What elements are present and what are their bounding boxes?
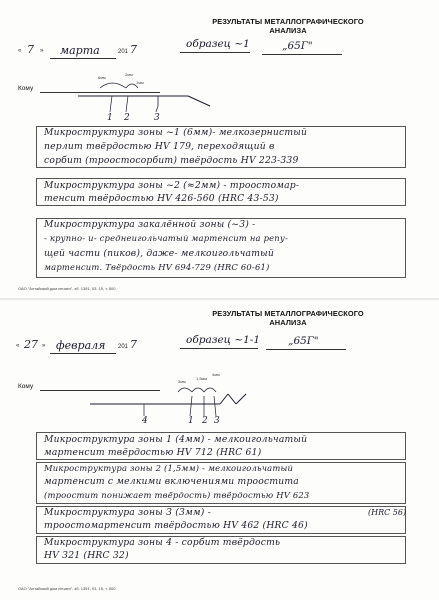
grade-underline (266, 349, 346, 350)
result-line: Микроструктура зоны ~1 (6мм)- мелкозернистый (44, 127, 308, 138)
sketch-dim-2: 1,5мм (196, 376, 208, 381)
printer-footer: ОАО "Алтайский дом печати", зб. 1391, 03. 15, т. 500 (18, 586, 116, 591)
sketch-dim-2: 2мм (125, 72, 133, 77)
result-line: троостомартенсит твёрдостью HV 462 (HRC 46) (44, 520, 308, 531)
sketch-point-1: 1 (188, 416, 194, 426)
sample-underline (180, 52, 250, 53)
recipient-label: Кому (18, 383, 34, 390)
date-year-prefix: 201 (118, 49, 129, 55)
sample-id: образец ~1-1 (186, 334, 261, 346)
sample-underline (180, 348, 258, 349)
result-line: щей части (пиков), даже- мелкоигольчатый (44, 248, 274, 259)
sketch-point-2: 2 (124, 113, 130, 123)
date-year-suffix: 7 (130, 43, 137, 56)
analysis-form-2 (0, 300, 439, 600)
sketch-point-4: 4 (142, 416, 148, 426)
result-line: Микроструктура зоны ~2 (≈2мм) - троостомар- (44, 180, 300, 191)
date-year-suffix: 7 (130, 338, 137, 351)
sample-id: образец ~1 (186, 38, 250, 50)
result-line: мартенсит. Твёрдость HV 694-729 (HRC 60-61) (44, 262, 270, 272)
result-line: Микроструктура закалённой зоны (~3) - (44, 219, 256, 230)
date-quote-open: « (18, 48, 22, 54)
date-month-underline (50, 58, 116, 59)
steel-grade: „65Г" (282, 40, 313, 52)
result-line: мартенсит с мелкими включениями троостита (44, 476, 299, 487)
grade-underline (262, 54, 342, 55)
result-line: Микроструктура зоны 4 - сорбит твёрдость (44, 537, 281, 548)
date-quote-close: » (40, 48, 44, 54)
sketch-dim-3: 1мм (136, 80, 144, 85)
result-line: мартенсит твёрдостью HV 712 (HRC 61) (44, 447, 262, 458)
sketch-dim-1: 6мм (98, 75, 106, 80)
result-line: (троостит понижает твёрдость) твёрдостью HV 623 (44, 490, 310, 500)
sketch-point-1: 1 (107, 113, 113, 123)
form-header-title: РЕЗУЛЬТАТЫ МЕТАЛЛОГРАФИЧЕСКОГО АНАЛИЗА (212, 309, 364, 327)
result-line: HV 321 (HRC 32) (44, 550, 129, 561)
sketch-point-3: 3 (154, 113, 160, 123)
recipient-label: Кому (18, 85, 34, 92)
date-quote-close: » (42, 343, 46, 349)
date-day: 27 (24, 338, 38, 351)
date-quote-open: « (16, 343, 20, 349)
sketch-dim-1: 3мм (178, 379, 186, 384)
result-line: - крупно- и- среднеигольчатый мартенсит на репу- (44, 233, 288, 243)
date-month: февраля (56, 339, 106, 352)
steel-grade: „65Г" (288, 335, 319, 347)
result-line: Микроструктура зоны 3 (3мм) - (44, 507, 211, 518)
result-line: сорбит (троостосорбит) твёрдость HV 223-339 (44, 155, 299, 166)
printer-footer: ОАО "Алтайский дом печати", зб. 1391, 03. 15, т. 500 (18, 286, 116, 291)
sketch-point-3: 3 (214, 416, 220, 426)
form-header-title: РЕЗУЛЬТАТЫ МЕТАЛЛОГРАФИЧЕСКОГО АНАЛИЗА (212, 17, 364, 35)
date-month: марта (60, 44, 100, 57)
result-line: Микроструктура зоны 2 (1,5мм) - мелкоигольчатый (44, 463, 294, 473)
result-line: Микроструктура зоны 1 (4мм) - мелкоигольчатый (44, 434, 308, 445)
sketch-dim-3: 4мм (212, 372, 220, 377)
specimen-sketch (80, 372, 340, 432)
handwritten-hrc-note: (HRC 56) (368, 508, 407, 517)
result-line: перлит твёрдостью HV 179, переходящий в (44, 141, 275, 152)
date-year-prefix: 201 (118, 344, 129, 350)
sketch-point-2: 2 (202, 416, 208, 426)
date-month-underline (50, 353, 116, 354)
result-line: тенсит твёрдостью HV 426-560 (HRC 43-53) (44, 193, 279, 204)
date-day: 7 (27, 43, 34, 56)
